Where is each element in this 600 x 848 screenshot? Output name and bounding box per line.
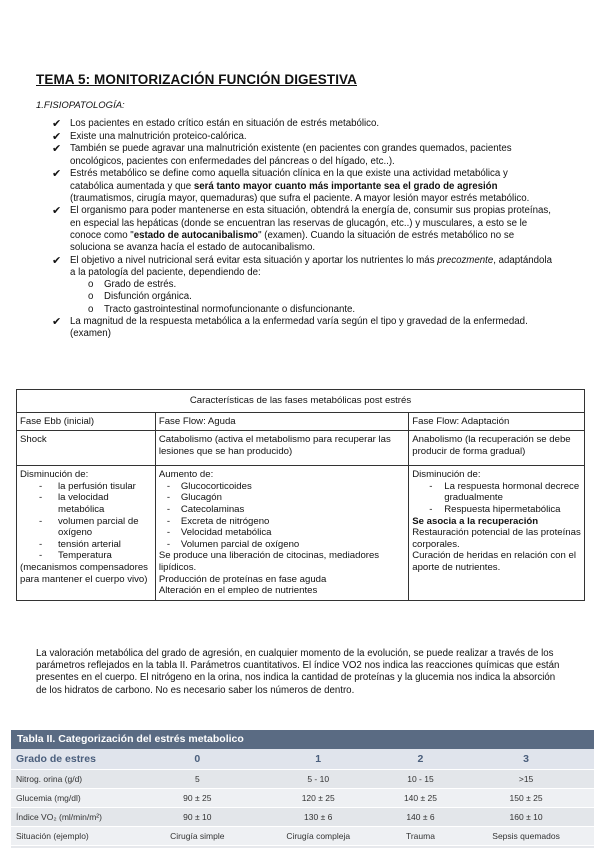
checkmark-icon: ✔ [52,118,62,130]
list-item: - volumen parcial de oxígeno [39,515,139,539]
adaptacion-cell: Disminución de: - La respuesta hormonal decrece gradualmente - Respuesta hipermetabólica Se asocia a la recuperación Restauración potencial de las proteínas corporales. Curación de heridas en relación con el aporte de nutrientes. [409,466,585,601]
column-header: 1 [254,749,383,770]
list-item: ✔ La magnitud de la respuesta metabólica a la enfermedad varía según el tipo y gravedad de la enfermedad. (examen) [52,316,528,340]
checkmark-icon: ✔ [52,130,62,143]
table-header-row [11,749,594,770]
column-header: Fase Ebb (inicial) [17,412,156,431]
list-item: ✔ El objetivo a nivel nutricional será evitar esta situación y aportar los nutrientes lo más precozmente, adaptándola a la patología del paciente, dependiendo de: o Grado de estrés. o Disfunción orgánica. o Tracto gastrointestinal normofuncionante o disfuncionante. [52,254,552,315]
page-title: TEMA 5: MONITORIZACIÓN FUNCIÓN DIGESTIVA [36,72,357,87]
checkmark-icon: ✔ [52,254,62,267]
list-item: - tensión arterial [39,538,121,550]
sub-list [70,279,552,316]
table-cell: Catabolismo (activa el metabolismo para recuperar las lesiones que se han producido) [155,431,408,466]
sub-list-item: o Tracto gastrointestinal normofuncionante o disfuncionante. [88,303,356,315]
list-item: - Velocidad metabólica [166,527,272,539]
phases-table [16,389,585,601]
column-header: 2 [383,749,458,770]
table-title: Tabla II. Categorización del estrés metabolico [11,730,594,749]
checkmark-icon: ✔ [52,205,62,218]
checkmark-icon: ✔ [52,143,62,156]
column-header: 0 [141,749,254,770]
column-header: Fase Flow: Adaptación [409,412,585,431]
list-item: - Respuesta hipermetabólica [429,503,561,515]
list-item: ✔ Existe una malnutrición proteico-calórica. [52,130,247,143]
list-item: - Glucagón [166,492,222,504]
list-item: - la perfusión tisular [39,480,136,492]
bullet-list [52,118,552,341]
column-header: 3 [458,749,594,770]
circle-bullet-icon: o [88,291,94,303]
aguda-cell: Aumento de: - Glucocorticoides - Glucagón - Catecolaminas - Excreta de nitrógeno - Velocidad metabólica - Volumen parcial de oxígeno Se produce una liberación de citocinas, mediadores lipídicos. Producción de proteínas en fase aguda Alteración en el empleo de nutrientes [155,466,408,601]
list-item: ✔ El organismo para poder mantenerse en esta situación, obtendrá la energía de, consumir sus propias proteínas, en especial las hepáticas (donde se encuentran las reservas de glucagón, etc..) y musculares, a esto se le conoce como "estado de autocanibalismo" (examen). Cuando la situación de estrés metabólico no se soluciona se avanza hacía el estado de autocanibalismo. [52,205,551,254]
sub-list-item: o Grado de estrés. [88,279,177,291]
list-item: - Glucocorticoides [166,480,252,492]
list-item: - Volumen parcial de oxígeno [166,538,300,550]
list-item: - Catecolaminas [166,503,245,515]
checkmark-icon: ✔ [52,168,62,181]
circle-bullet-icon: o [88,303,94,315]
column-header: Grado de estres [11,749,141,770]
list-item: - Excreta de nitrógeno [166,515,270,527]
table-cell: Anabolismo (la recuperación se debe producir de forma gradual) [409,431,585,466]
list-item: - Temperatura [39,550,112,562]
sub-list-item: o Disfunción orgánica. [88,291,192,303]
table-row: Índice VO₂ (ml/min/m²) 90 ± 10 130 ± 6 140 ± 6 160 ± 10 [11,808,594,827]
table-row: Nitrog. orina (g/d) 5 5 - 10 10 - 15 >15 [11,770,594,789]
stress-table [11,730,594,848]
ebb-cell: Disminución de: - la perfusión tisular - la velocidad metabólica - volumen parcial de oxígeno - tensión arterial - Temperatura (mecanismos compensadores para mantener el cuerpo vivo) [17,466,156,601]
list-item: ✔ Los pacientes en estado crítico están en situación de estrés metabólico. [52,118,380,130]
list-item: - la velocidad metabólica [39,492,109,515]
table-row: Situación (ejemplo) Cirugía simple Cirugía compleja Trauma Sepsis quemados [11,827,594,846]
circle-bullet-icon: o [88,279,94,291]
list-item: ✔ Estrés metabólico se define como aquella situación clínica en la que existe una actividad metabólica y catabólica aumentada y que será tanto mayor cuanto más importante sea el grado de agresión (traumatismos, cirugía mayor, quemaduras) que sufra el paciente. A mayor lesión mayor estrés metabólico. [52,168,530,204]
list-item: ✔ También se puede agravar una malnutrición existente (en pacientes con grandes quemados, pacientes oncológicos, pacientes con enfermedades del páncreas o del hígado, etc..). [52,143,512,167]
table-row: Glucemia (mg/dl) 90 ± 25 120 ± 25 140 ± 25 150 ± 25 [11,789,594,808]
list-item: - La respuesta hormonal decrece gradualmente [429,480,580,504]
table-caption: Características de las fases metabólicas post estrés [17,390,585,413]
checkmark-icon: ✔ [52,316,62,329]
column-header: Fase Flow: Aguda [155,412,408,431]
body-paragraph: La valoración metabólica del grado de agresión, en cualquier momento de la evolución, se puede realizar a través de los parámetros reflejados en la tabla II. Parámetros cuantitativos. El índice VO2 nos indica las reacciones químicas que están presentes en el cuerpo. El nitrógeno en la orina, nos indica la cantidad de proteínas y la glucemia nos indica la absorción de los hidratos de carbono. No es necesario saber los números de dentro. [36,648,560,696]
table-cell: Shock [17,431,156,466]
section-heading: 1.FISIOPATOLOGÍA: [36,100,125,111]
